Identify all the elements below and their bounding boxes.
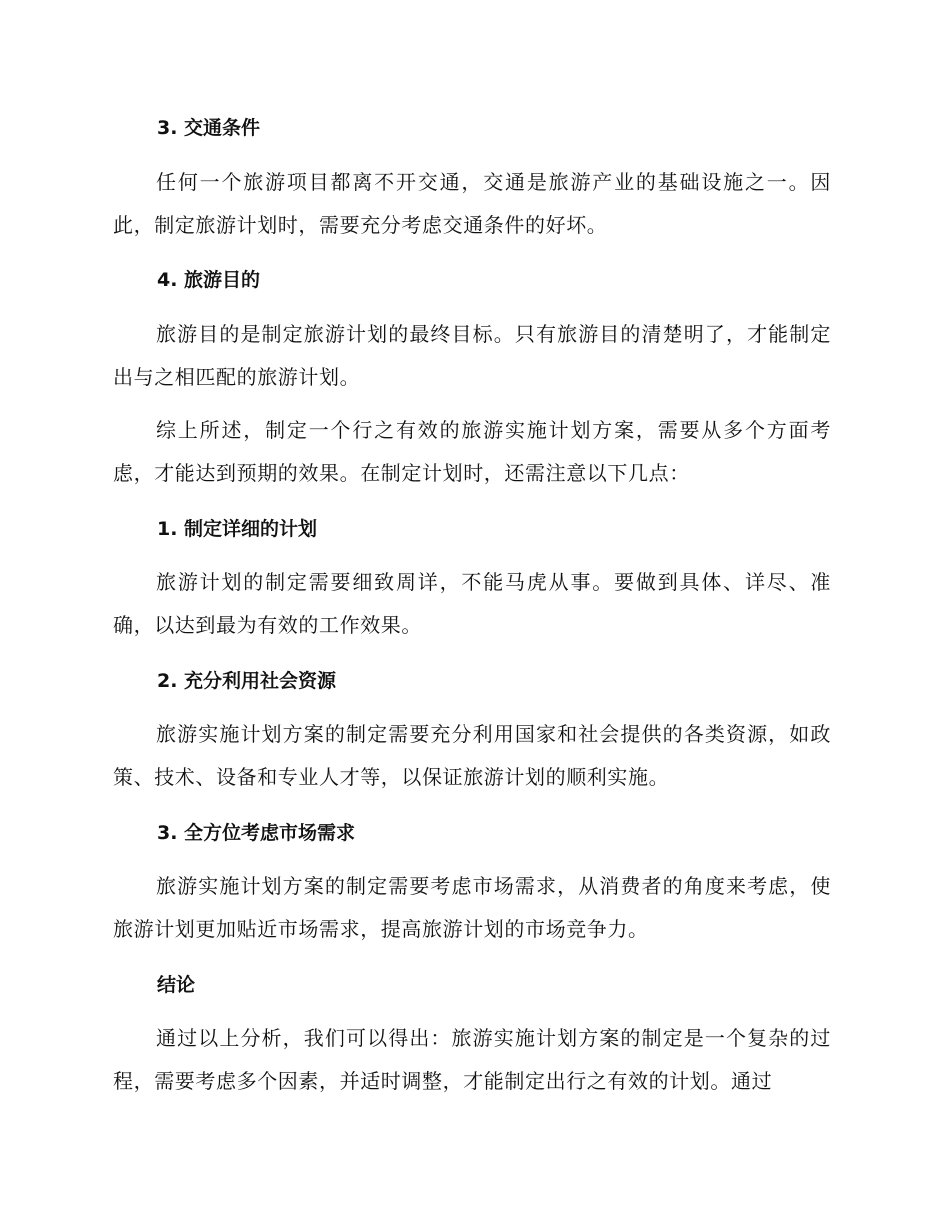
section-heading-transport: 3. 交通条件 bbox=[157, 117, 261, 139]
section-heading-conclusion: 结论 bbox=[157, 974, 196, 996]
paragraph-conclusion: 通过以上分析，我们可以得出：旅游实施计划方案的制定是一个复杂的过程，需要考虑多个因素，并适时调整，才能制定出行之有效的计划。通过 bbox=[113, 1026, 831, 1093]
paragraph-transport: 任何一个旅游项目都离不开交通，交通是旅游产业的基础设施之一。因此，制定旅游计划时，需要充分考虑交通条件的好坏。 bbox=[113, 170, 831, 237]
paragraph-purpose: 旅游目的是制定旅游计划的最终目标。只有旅游目的清楚明了，才能制定出与之相匹配的旅游计划。 bbox=[113, 322, 831, 389]
section-heading-purpose: 4. 旅游目的 bbox=[157, 269, 261, 291]
paragraph-summary: 综上所述，制定一个行之有效的旅游实施计划方案，需要从多个方面考虑，才能达到预期的效果。在制定计划时，还需注意以下几点： bbox=[113, 418, 831, 485]
section-heading-detailed-plan: 1. 制定详细的计划 bbox=[157, 518, 318, 540]
section-heading-market-demand: 3. 全方位考虑市场需求 bbox=[157, 822, 356, 844]
paragraph-market-demand: 旅游实施计划方案的制定需要考虑市场需求，从消费者的角度来考虑，使旅游计划更加贴近市场需求，提高旅游计划的市场竞争力。 bbox=[113, 874, 831, 941]
section-heading-social-resources: 2. 充分利用社会资源 bbox=[157, 670, 337, 692]
paragraph-social-resources: 旅游实施计划方案的制定需要充分利用国家和社会提供的各类资源，如政策、技术、设备和专业人才等，以保证旅游计划的顺利实施。 bbox=[113, 722, 831, 789]
paragraph-detailed-plan: 旅游计划的制定需要细致周详，不能马虎从事。要做到具体、详尽、准确，以达到最为有效的工作效果。 bbox=[113, 570, 831, 637]
